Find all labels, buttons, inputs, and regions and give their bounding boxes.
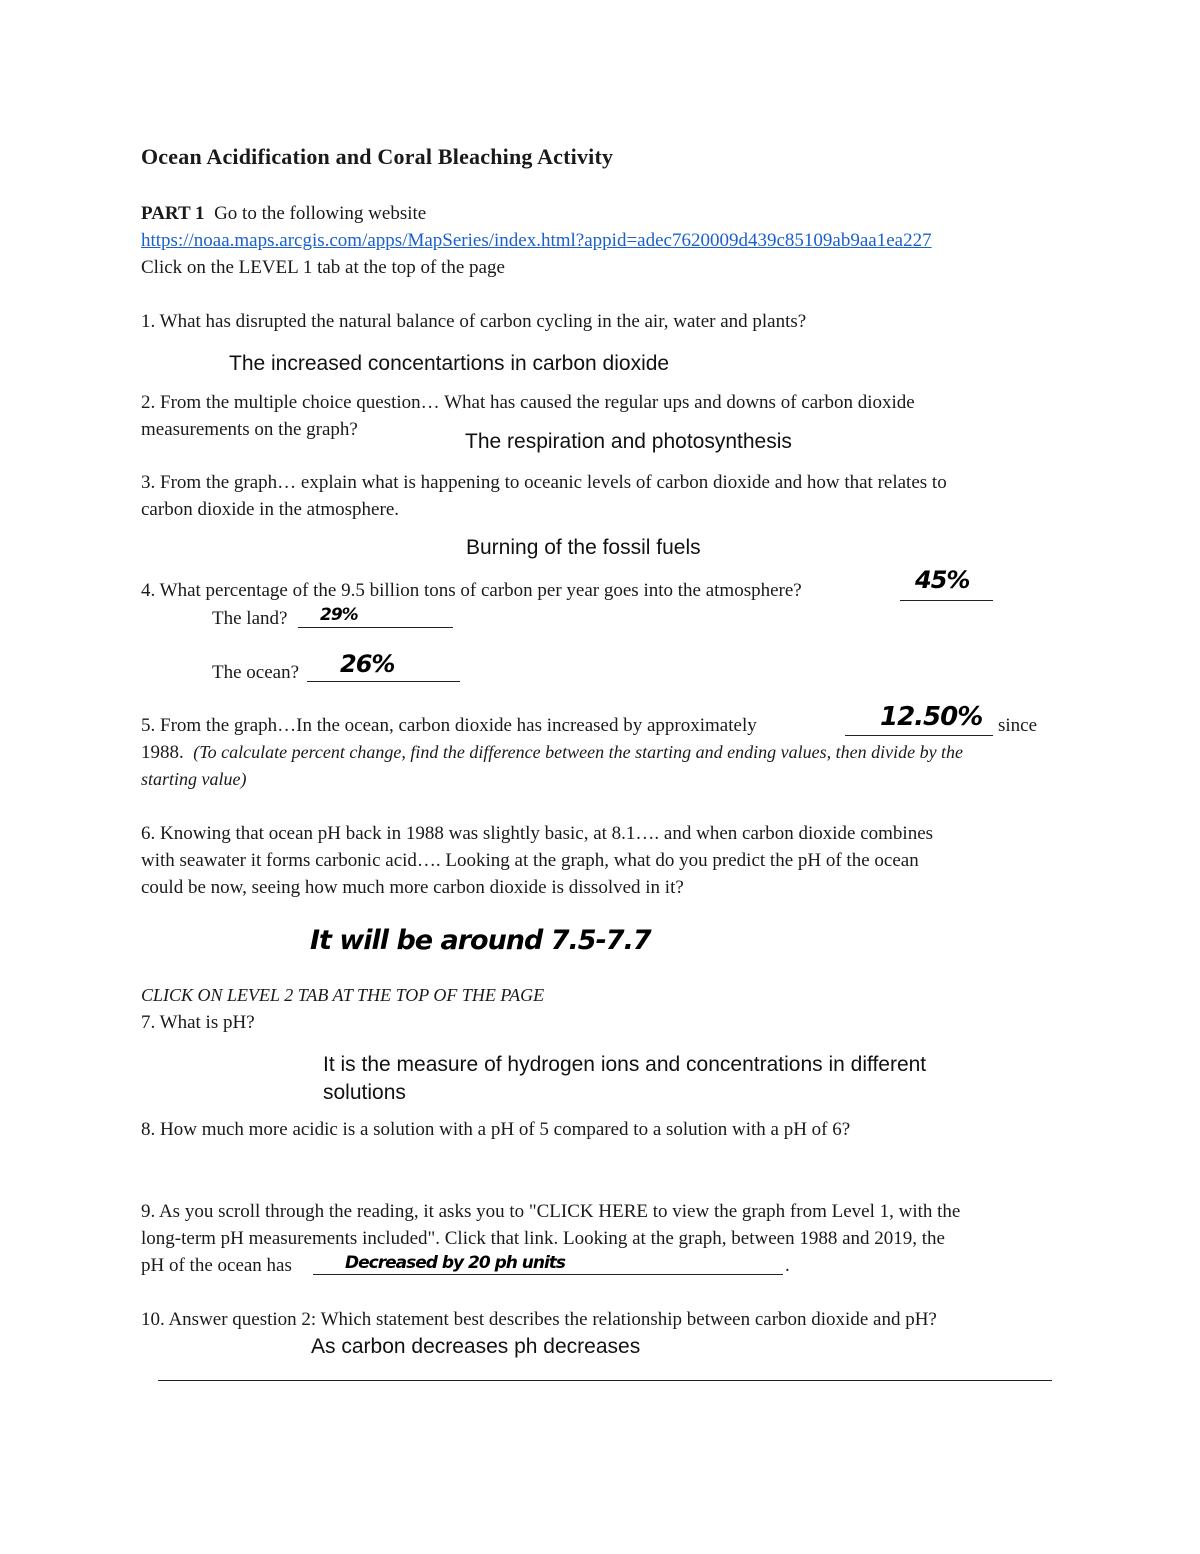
question-5: 5. From the graph…In the ocean, carbon dioxide has increased by approximately <box>141 715 757 736</box>
question-9-line1: 9. As you scroll through the reading, it asks you to "CLICK HERE to view the graph from Level 1, with the <box>141 1201 961 1222</box>
answer-2[interactable]: The respiration and photosynthesis <box>465 430 792 453</box>
ocean-increase-blank[interactable] <box>845 735 993 736</box>
answer-7-line1[interactable]: It is the measure of hydrogen ions and concentrations in different <box>323 1053 927 1076</box>
document-title: Ocean Acidification and Coral Bleaching Activity <box>141 144 614 169</box>
part1-line <box>141 200 426 227</box>
atmosphere-answer: 45% <box>915 566 970 594</box>
ocean-increase-answer: 12.50% <box>880 702 983 732</box>
question-1: 1. What has disrupted the natural balance of carbon cycling in the air, water and plants? <box>141 311 807 332</box>
part1-instruction: Go to the following website <box>214 203 427 224</box>
question-6-line2: with seawater it forms carbonic acid…. Looking at the graph, what do you predict the pH of the ocean <box>141 850 919 871</box>
land-label: The land? <box>212 608 288 629</box>
question-7: 7. What is pH? <box>141 1012 255 1033</box>
answer-10[interactable]: As carbon decreases ph decreases <box>311 1335 641 1358</box>
percent-change-note-end: starting value) <box>141 769 247 789</box>
land-answer: 29% <box>320 605 358 625</box>
question-2-line2: measurements on the graph? <box>141 419 358 440</box>
atmosphere-blank[interactable] <box>900 600 993 601</box>
ph-change-answer: Decreased by 20 ph units <box>345 1253 566 1273</box>
question-9-period: . <box>785 1255 790 1276</box>
answer-6[interactable]: It will be around 7.5-7.7 <box>310 925 651 956</box>
question-2-line1: 2. From the multiple choice question… What has caused the regular ups and downs of carbon dioxide <box>141 392 915 413</box>
question-6-line1: 6. Knowing that ocean pH back in 1988 was slightly basic, at 8.1…. and when carbon dioxide combines <box>141 823 934 844</box>
click-level1-note: Click on the LEVEL 1 tab at the top of the page <box>141 257 505 278</box>
question-9-line2: long-term pH measurements included". Click that link. Looking at the graph, between 1988 and 2019, the <box>141 1228 945 1249</box>
question-4: 4. What percentage of the 9.5 billion tons of carbon per year goes into the atmosphere? <box>141 580 802 601</box>
ocean-label: The ocean? <box>212 662 300 683</box>
question-5-since: since <box>998 715 1038 736</box>
ph-change-blank[interactable] <box>313 1274 783 1275</box>
answer-3[interactable]: Burning of the fossil fuels <box>466 536 701 559</box>
ocean-blank[interactable] <box>307 681 460 682</box>
part1-label: PART 1 <box>141 203 205 224</box>
answer-7-line2[interactable]: solutions <box>323 1081 406 1104</box>
land-blank[interactable] <box>298 627 453 628</box>
question-8: 8. How much more acidic is a solution with a pH of 5 compared to a solution with a pH of 6? <box>141 1119 851 1140</box>
website-link[interactable]: https://noaa.maps.arcgis.com/apps/MapSeries/index.html?appid=adec7620009d439c85109ab9aa1ea227 <box>141 230 932 251</box>
percent-change-note: (To calculate percent change, find the difference between the starting and ending values, then divide by the <box>193 742 964 762</box>
question-10: 10. Answer question 2: Which statement best describes the relationship between carbon dioxide and pH? <box>141 1309 937 1330</box>
answer-1[interactable]: The increased concentartions in carbon dioxide <box>229 352 670 375</box>
question-5-year: 1988. <box>141 742 184 763</box>
question-5-line2 <box>141 739 963 766</box>
level2-note: CLICK ON LEVEL 2 TAB AT THE TOP OF THE PAGE <box>141 985 545 1005</box>
question-3-line1: 3. From the graph… explain what is happening to oceanic levels of carbon dioxide and how that relates to <box>141 472 947 493</box>
answer-10-rule <box>158 1380 1052 1381</box>
question-6-line3: could be now, seeing how much more carbon dioxide is dissolved in it? <box>141 877 684 898</box>
question-3-line2: carbon dioxide in the atmosphere. <box>141 499 400 520</box>
question-9-line3: pH of the ocean has <box>141 1255 292 1276</box>
ocean-answer: 26% <box>340 650 395 678</box>
